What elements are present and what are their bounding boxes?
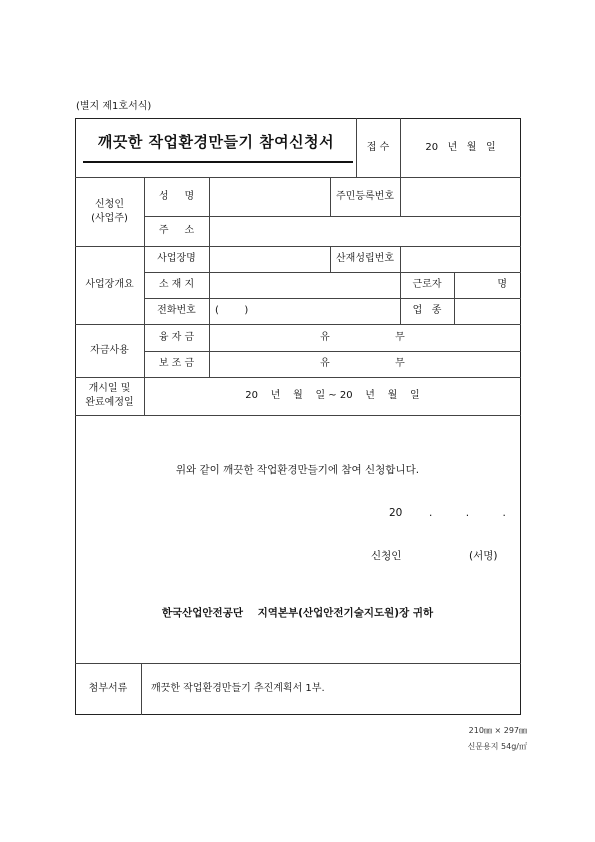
phone-label: 전화번호: [157, 305, 196, 316]
loan-label: 융 자 금: [158, 331, 195, 343]
schedule-label: 개시일 및 완료예정일: [85, 383, 134, 408]
applicant-group-label: 신청인 (사업주): [91, 198, 128, 224]
receipt-label: 접 수: [366, 141, 390, 153]
workers-label: 근로자: [412, 279, 442, 290]
rrn-field[interactable]: [400, 177, 521, 216]
insurance-number-label: 산재성립번호: [336, 253, 394, 264]
declaration-text: 위와 같이 깨끗한 작업환경만들기에 참여 신청합니다.: [175, 464, 420, 476]
name-label: 성 명: [158, 190, 195, 202]
phone-field[interactable]: ( ): [215, 305, 249, 316]
declaration-date[interactable]: 20 . . .: [389, 507, 506, 519]
applicant-signature-label: 신청인: [371, 550, 402, 562]
attachments-label: 첨부서류: [88, 683, 128, 694]
subsidy-yes-option[interactable]: 유: [320, 358, 330, 369]
divider: [75, 415, 521, 416]
attachments-value: 깨끗한 작업환경만들기 추진계획서 1부.: [151, 683, 325, 694]
form-title: 깨끗한 작업환경만들기 참여신청서: [97, 133, 335, 151]
name-field[interactable]: [209, 177, 330, 216]
subsidy-no-option[interactable]: 무: [395, 358, 405, 369]
form-number: (별지 제1호서식): [76, 101, 152, 112]
workplace-group-label: 사업장개요: [85, 279, 134, 290]
subsidy-label: 보 조 금: [158, 358, 195, 369]
address-label: 주 소: [158, 225, 195, 236]
site-name-field[interactable]: [209, 246, 330, 272]
paper-type: 신문용지 54g/㎡: [467, 742, 527, 751]
paper-size: 210㎜ × 297㎜: [468, 726, 527, 735]
signature-field[interactable]: (서명): [469, 550, 498, 562]
rrn-label: 주민등록번호: [336, 190, 394, 202]
title-underline: [83, 161, 353, 163]
workers-unit: 명: [497, 279, 507, 290]
receipt-date[interactable]: 20 년 월 일: [425, 141, 496, 153]
location-label: 소 재 지: [158, 279, 195, 290]
insurance-number-field[interactable]: [400, 246, 521, 272]
site-name-label: 사업장명: [157, 253, 196, 264]
location-field[interactable]: [209, 272, 400, 298]
schedule-field[interactable]: 20 년 월 일 ~ 20 년 월 일: [245, 390, 420, 401]
addressee: 한국산업안전공단 지역본부(산업안전기술지도원)장 귀하: [161, 607, 434, 619]
funds-group-label: 자금사용: [90, 344, 129, 356]
industry-field[interactable]: [454, 298, 521, 324]
workers-field[interactable]: [454, 272, 521, 298]
address-field[interactable]: [209, 216, 521, 246]
loan-no-option[interactable]: 무: [395, 331, 405, 343]
loan-yes-option[interactable]: 유: [320, 331, 330, 343]
industry-label: 업 종: [412, 305, 442, 316]
